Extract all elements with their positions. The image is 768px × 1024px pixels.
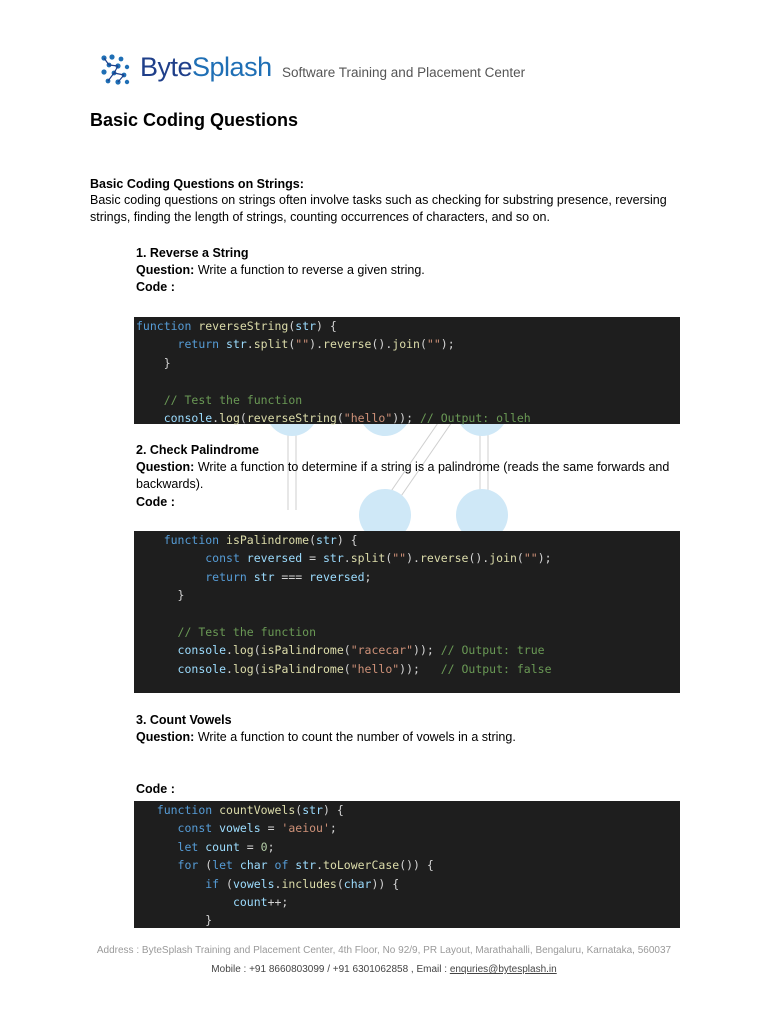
code-token: ). xyxy=(406,551,420,566)
code-token: isPalindrome xyxy=(260,643,344,658)
code-token: )); xyxy=(399,661,441,676)
bytesplash-logo-icon xyxy=(100,54,130,86)
code-token: "" xyxy=(392,551,407,566)
code-line xyxy=(136,838,275,856)
code-token: ( xyxy=(309,533,317,547)
code-token: . xyxy=(274,876,282,891)
question-1-body: Write a function to reverse a given string. xyxy=(194,263,425,277)
code-line xyxy=(136,623,316,641)
code-line xyxy=(136,549,552,567)
code-token: 0 xyxy=(260,839,268,854)
question-2-title: 2. Check Palindrome xyxy=(136,443,259,457)
code-token xyxy=(136,821,178,835)
code-token: ( xyxy=(343,661,351,676)
code-token: . xyxy=(246,337,254,352)
code-token: str xyxy=(295,858,317,873)
question-3-code-label: Code : xyxy=(136,782,175,796)
code-token: function xyxy=(163,533,227,547)
code-line xyxy=(136,531,358,549)
code-line xyxy=(136,317,337,335)
code-token: join xyxy=(392,337,420,352)
code-token: ( xyxy=(205,858,213,873)
code-token: join xyxy=(489,551,517,566)
code-token xyxy=(136,858,178,872)
code-token: 'aeiou' xyxy=(281,821,330,836)
code-token: ( xyxy=(288,319,296,333)
code-token: str xyxy=(295,319,317,333)
code-token: reverseString xyxy=(198,319,289,333)
code-line xyxy=(136,819,337,837)
code-token: // Test the function xyxy=(177,625,317,639)
code-token: function xyxy=(156,803,220,817)
code-token: str xyxy=(322,551,344,566)
code-token: log xyxy=(219,411,240,425)
code-token: ( xyxy=(239,411,247,425)
question-2-body: Write a function to determine if a string is a palindrome (reads the same forwards and backwards). xyxy=(136,460,670,491)
code-line xyxy=(136,568,371,586)
code-token: isPalindrome xyxy=(260,661,344,676)
code-token: ( xyxy=(253,661,261,676)
code-token: ; xyxy=(329,821,337,836)
code-token: )); xyxy=(413,643,434,658)
code-token: vowels xyxy=(219,821,261,836)
code-token: . xyxy=(343,551,351,566)
code-token: if xyxy=(205,876,227,891)
footer-email-link[interactable]: enquries@bytesplash.in xyxy=(449,964,557,975)
question-1-label: Question: xyxy=(136,263,195,277)
code-token: "" xyxy=(426,337,441,352)
question-3-body: Write a function to count the number of vowels in a string. xyxy=(194,730,516,744)
code-block xyxy=(134,531,680,693)
code-token: // Output: false xyxy=(440,661,552,676)
code-token xyxy=(136,551,205,565)
code-token: (). xyxy=(468,551,490,566)
code-line xyxy=(136,391,302,409)
code-token: } xyxy=(136,913,213,928)
code-token: ( xyxy=(253,643,261,658)
code-token: log xyxy=(232,661,254,676)
brand-name xyxy=(140,52,272,83)
code-token xyxy=(136,533,164,547)
code-line xyxy=(136,586,184,604)
code-token: ( xyxy=(336,876,344,891)
code-token: ) { xyxy=(322,803,344,817)
code-token: ); xyxy=(537,551,552,566)
code-token: } xyxy=(136,355,171,370)
code-token: ()) { xyxy=(399,858,434,873)
code-token: str xyxy=(253,569,275,584)
code-token: split xyxy=(253,337,289,352)
code-token: // Test the function xyxy=(163,392,303,407)
question-3-text xyxy=(136,729,676,746)
code-token: )); xyxy=(392,411,414,425)
code-token: of xyxy=(267,858,296,873)
page-title: Basic Coding Questions xyxy=(90,110,299,130)
code-token: ( xyxy=(288,337,296,352)
section-intro: Basic coding questions on strings often involve tasks such as checking for substring presence, reversing strings, finding the length of strings, counting occurrences of characters, and so on. xyxy=(90,193,667,224)
code-token: "" xyxy=(295,337,310,352)
code-line xyxy=(136,856,434,874)
code-token: . xyxy=(226,661,233,676)
code-token: ) { xyxy=(336,533,358,547)
code-token: let xyxy=(212,858,240,873)
code-token: ( xyxy=(516,551,524,566)
code-token: // Output: true xyxy=(433,643,545,658)
code-token: const xyxy=(177,821,220,836)
code-token: === xyxy=(274,569,310,584)
code-token: split xyxy=(350,551,386,566)
code-token: log xyxy=(232,643,254,658)
code-line xyxy=(136,660,552,678)
code-token: "racecar" xyxy=(350,643,414,658)
code-token: ( xyxy=(343,643,351,658)
code-line xyxy=(136,911,212,929)
code-token: reversed xyxy=(246,551,303,566)
code-token: "" xyxy=(523,551,538,566)
code-token: . xyxy=(212,411,220,425)
code-token: // Output: olleh xyxy=(413,411,531,425)
code-line xyxy=(136,641,545,659)
code-token xyxy=(136,662,178,676)
question-3-title: 3. Count Vowels xyxy=(136,713,232,727)
code-token: } xyxy=(136,588,185,603)
code-token: console xyxy=(177,661,227,676)
code-token: ) { xyxy=(316,319,337,333)
question-1-text xyxy=(136,262,676,279)
code-token: ). xyxy=(309,337,324,352)
code-token: console xyxy=(177,643,227,658)
brand-tagline: Software Training and Placement Center xyxy=(282,65,526,80)
code-token xyxy=(136,625,178,639)
code-token: . xyxy=(226,643,233,658)
code-line xyxy=(136,893,288,911)
code-token: function xyxy=(136,319,199,333)
code-token: isPalindrome xyxy=(226,533,310,547)
code-token xyxy=(136,411,164,425)
code-token: char xyxy=(343,876,372,891)
code-token: = xyxy=(302,551,323,566)
code-token xyxy=(136,877,205,891)
code-token: ( xyxy=(385,551,393,566)
code-token: vowels xyxy=(232,876,275,891)
footer-contact xyxy=(0,964,768,975)
code-token xyxy=(136,840,178,854)
code-line xyxy=(136,354,171,372)
footer-address: Address : ByteSplash Training and Placement Center, 4th Floor, No 92/9, PR Layout, Marathahalli, Bengaluru, Karnataka, 560037 xyxy=(96,945,672,956)
code-token xyxy=(136,895,233,909)
code-token: char xyxy=(239,858,268,873)
code-token: console xyxy=(163,411,213,425)
brand-byte: Byte xyxy=(140,52,193,82)
code-token: ( xyxy=(295,803,303,817)
code-token: countVowels xyxy=(219,803,296,817)
question-1-code-label: Code : xyxy=(136,280,175,294)
code-token: const xyxy=(205,551,247,566)
code-block xyxy=(134,317,680,424)
code-line xyxy=(136,409,531,427)
code-token: reversed xyxy=(309,569,365,584)
code-token: ; xyxy=(267,839,275,854)
question-2-label: Question: xyxy=(136,460,195,474)
code-token xyxy=(136,337,178,351)
code-token: for xyxy=(177,858,206,873)
code-token: "hello" xyxy=(350,661,400,676)
code-token xyxy=(136,570,205,584)
code-token: ++; xyxy=(267,895,289,909)
code-token xyxy=(136,393,164,407)
question-1-title: 1. Reverse a String xyxy=(136,246,249,260)
code-token: ( xyxy=(419,337,427,352)
footer-mobile: Mobile : +91 8660803099 / +91 6301062858 , Email : xyxy=(211,964,450,975)
code-token: return xyxy=(205,569,254,584)
question-2-code-label: Code : xyxy=(136,495,175,509)
code-token: count xyxy=(232,895,268,909)
code-token: reverse xyxy=(323,337,372,352)
code-token: = xyxy=(260,821,282,836)
code-token xyxy=(136,643,178,657)
code-token: str xyxy=(316,533,337,547)
code-token: = xyxy=(239,839,261,854)
code-token: includes xyxy=(281,876,337,891)
code-token: "hello" xyxy=(343,411,393,425)
code-token: reverseString xyxy=(246,411,337,425)
code-token: let xyxy=(177,839,206,854)
code-block xyxy=(134,801,680,928)
code-line xyxy=(136,875,399,893)
code-token: ; xyxy=(364,569,372,584)
code-token: str xyxy=(226,337,247,352)
code-token: (). xyxy=(371,337,393,352)
code-token: reverse xyxy=(419,551,469,566)
code-token: . xyxy=(316,858,324,873)
code-token xyxy=(136,803,157,817)
question-3-label: Question: xyxy=(136,730,195,744)
section-title: Basic Coding Questions on Strings: xyxy=(90,177,304,191)
code-line xyxy=(136,335,455,353)
code-token: return xyxy=(177,337,227,352)
question-2-text xyxy=(136,459,676,493)
code-token: ( xyxy=(336,411,344,425)
code-token: ); xyxy=(440,337,455,352)
code-line xyxy=(136,801,344,819)
code-token: ( xyxy=(226,876,233,891)
brand-splash: Splash xyxy=(192,52,272,82)
code-token: str xyxy=(302,803,323,817)
code-token: count xyxy=(205,839,240,854)
code-token: toLowerCase xyxy=(323,858,400,873)
code-token: )) { xyxy=(371,876,400,891)
